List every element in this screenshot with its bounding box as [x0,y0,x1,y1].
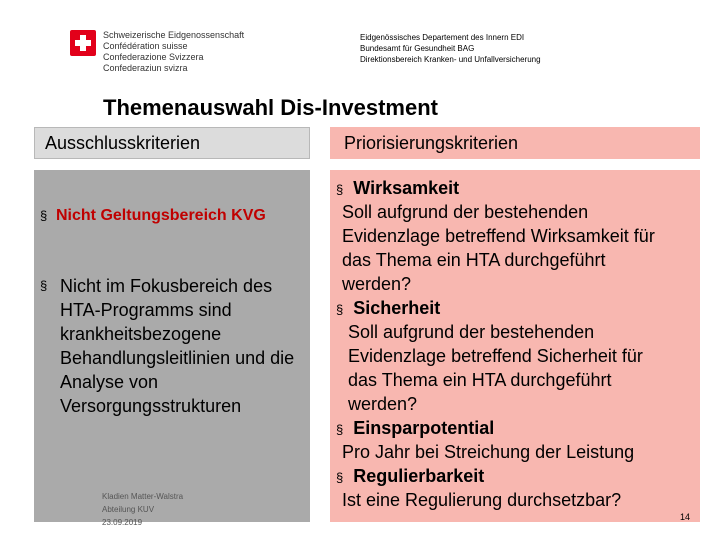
presenter-department: Abteilung KUV [102,505,155,514]
page-number: 14 [680,512,691,522]
exclusion-criteria-panel [34,170,310,527]
criterion-text: Pro Jahr bei Streichung der Leistung [342,442,635,462]
exclusion-item [40,204,302,228]
swiss-flag-icon [70,30,96,56]
criterion-title: § Sicherheit [336,298,441,318]
criterion-text: Ist eine Regulierung durchsetzbar? [342,490,622,510]
bullet-icon: § [40,208,48,223]
bullet-icon: § [336,302,344,317]
priority-criteria-panel [330,170,700,522]
criterion-text: das Thema ein HTA durchgeführt [342,250,606,270]
criterion-text: Soll aufgrund der bestehenden [342,202,589,222]
criterion-text: werden? [342,274,412,294]
exclusion-item-text: Nicht Geltungsbereich KVG [56,207,266,224]
priority-criteria-heading: Priorisierungskriterien [330,127,700,159]
confed-line-it: Confederazione Svizzera [103,52,204,62]
confed-line-rm: Confederaziun svizra [103,63,188,73]
criterion-text: Evidenzlage betreffend Sicherheit für [348,346,643,366]
criterion-text: werden? [348,394,418,414]
confed-line-de: Schweizerische Eidgenossenschaft [103,30,245,40]
presenter-footer [102,490,183,529]
exclusion-criteria-heading: Ausschlusskriterien [34,127,310,159]
dept-line-2: Bundesamt für Gesundheit BAG [360,44,475,53]
bullet-icon: § [336,422,344,437]
bullet-icon: § [40,278,48,293]
criterion-title: § Regulierbarkeit [336,466,485,486]
criterion-title: § Einsparpotential [336,418,495,438]
bullet-icon: § [336,182,344,197]
department-info [360,32,541,65]
bullet-icon: § [336,470,344,485]
criterion-title: § Wirksamkeit [336,178,460,198]
presenter-name: Kladien Matter-Walstra [102,492,184,501]
criterion-text: Soll aufgrund der bestehenden [348,322,595,342]
exclusion-item [40,274,302,418]
dept-line-1: Eidgenössisches Departement des Innern EDI [360,33,525,42]
slide-title: Themenauswahl Dis-Investment [103,95,438,120]
confed-line-fr: Confédération suisse [103,41,188,51]
criterion-text: das Thema ein HTA durchgeführt [348,370,612,390]
presentation-date: 23.09.2019 [102,518,143,527]
confederation-name [103,30,244,74]
dept-line-3: Direktionsbereich Kranken- und Unfallversicherung [360,55,541,64]
criterion-text: Evidenzlage betreffend Wirksamkeit für [342,226,655,246]
exclusion-item-text: Nicht im Fokusbereich des HTA-Programms sind krankheitsbezogene Behandlungsleitlinien und die Analyse von Versorgungsstrukturen [60,276,295,416]
